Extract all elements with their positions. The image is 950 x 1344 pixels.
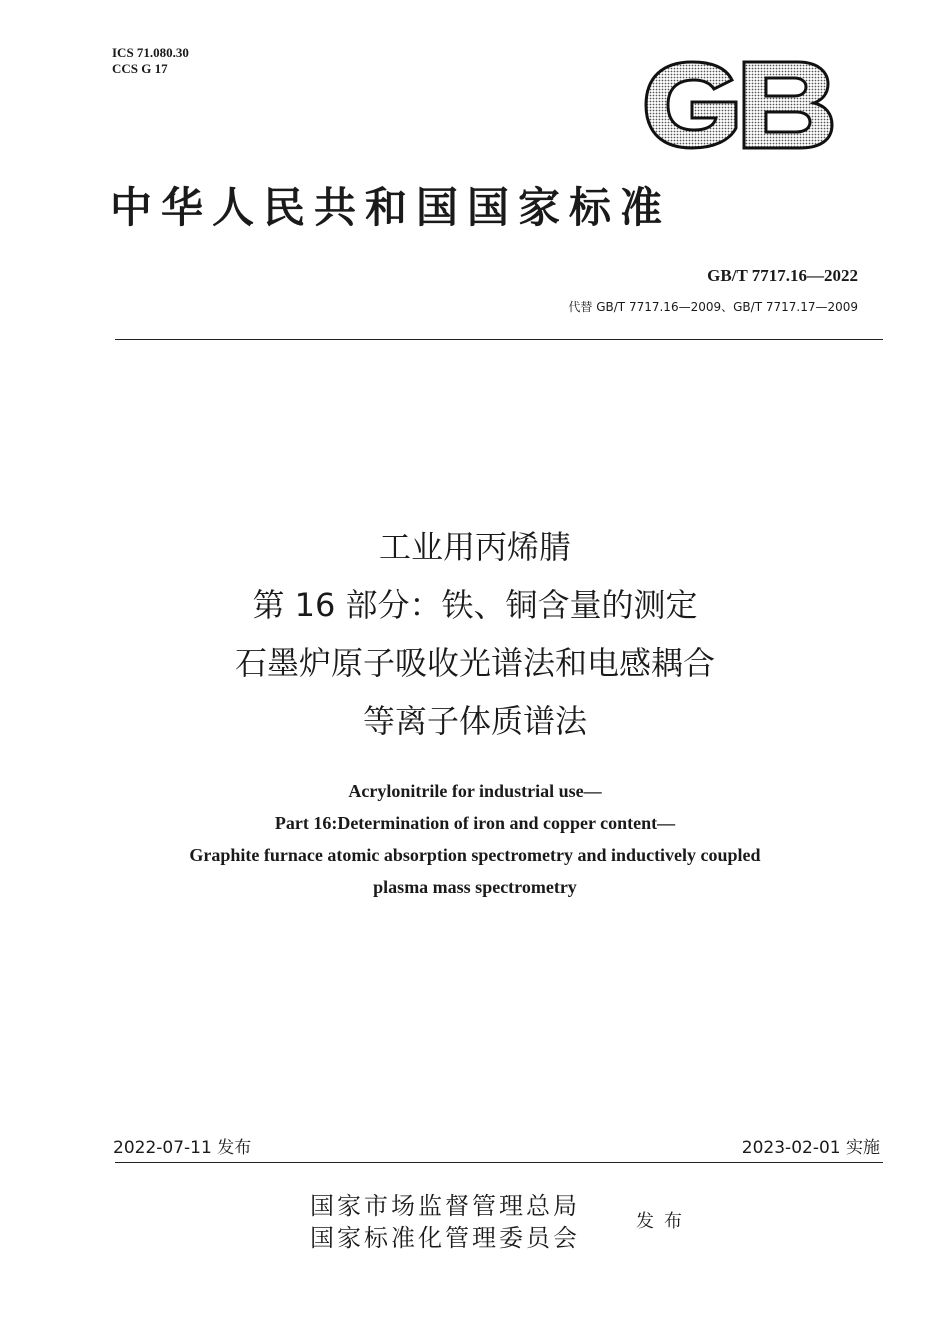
ics-code: ICS 71.080.30 <box>112 45 189 60</box>
chinese-title-line: 第 16 部分：铁、铜含量的测定 <box>252 586 698 624</box>
issuing-authorities <box>310 1190 580 1254</box>
english-title-line: Acrylonitrile for industrial use— <box>348 781 602 801</box>
national-standard-title: 中华人民共和国国家标准 <box>110 183 672 232</box>
issuer-name: 国家标准化管理委员会 <box>310 1224 580 1252</box>
issue-label: 发布 <box>636 1211 692 1232</box>
gb-logo <box>640 58 836 152</box>
issuer-name: 国家市场监督管理总局 <box>310 1192 580 1220</box>
english-title-line: Graphite furnace atomic absorption spectrometry and inductively coupled <box>189 845 761 865</box>
issue-date: 2022-07-11 发布 <box>113 1138 252 1158</box>
chinese-title <box>0 518 950 750</box>
implementation-date: 2023-02-01 实施 <box>741 1138 880 1158</box>
english-title-line: Part 16:Determination of iron and copper content— <box>274 813 676 833</box>
chinese-title-line: 等离子体质谱法 <box>362 702 587 740</box>
standard-number: GB/T 7717.16—2022 <box>707 266 858 285</box>
english-title <box>0 775 950 903</box>
footer-divider <box>115 1162 883 1163</box>
ccs-code: CCS G 17 <box>112 61 168 76</box>
english-title-line: plasma mass spectrometry <box>373 877 577 897</box>
chinese-title-line: 工业用丙烯腈 <box>378 528 571 566</box>
classification-codes <box>112 45 189 77</box>
header-divider <box>115 339 883 340</box>
chinese-title-line: 石墨炉原子吸收光谱法和电感耦合 <box>234 644 715 682</box>
replaces-note: 代替 GB/T 7717.16—2009、GB/T 7717.17—2009 <box>568 300 858 314</box>
